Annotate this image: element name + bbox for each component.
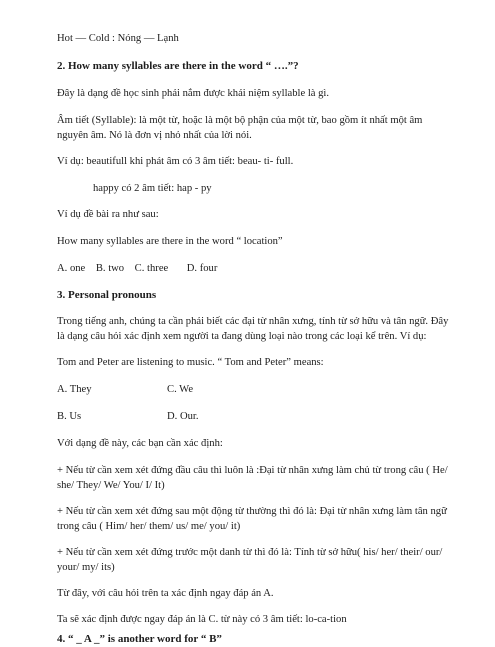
rule-3: + Nếu từ cần xem xét đứng trước một danh từ thì đó là: Tính từ sở hữu( his/ her/ their/ our/ — [57, 547, 443, 558]
answer-options: A. one B. two C. three D. four — [57, 263, 218, 274]
option-d: D. Our. — [167, 411, 199, 422]
rule-2: + Nếu từ cần xem xét đứng sau một động từ thường thì đó là: Đại từ nhân xưng làm tân ngữ — [57, 506, 447, 517]
rule-3-cont: your/ my/ its) — [57, 562, 115, 573]
section-heading-4: 4. “ _ A _” is another word for “ B” — [57, 633, 222, 645]
option-c: C. We — [167, 384, 194, 395]
option-a: A. They — [57, 384, 92, 395]
section-heading-3: 3. Personal pronouns — [57, 289, 157, 301]
paragraph: Từ đây, với câu hỏi trên ta xác định ngay đáp án A. — [57, 588, 274, 599]
paragraph: Ta sẽ xác định được ngay đáp án là C. từ này có 3 âm tiết: lo-ca-tion — [57, 614, 347, 625]
example-line: Hot — Cold : Nóng — Lạnh — [57, 33, 179, 44]
paragraph: Đây là dạng đề học sinh phải nắm được khái niệm syllable là gì. — [57, 88, 329, 99]
paragraph: là dạng câu hỏi xác định xem người ta đang dùng loại nào trong các loại kể trên. Ví dụ: — [57, 331, 427, 342]
rule-1: + Nếu từ cần xem xét đứng đầu câu thì luôn là :Đại từ nhân xưng làm chủ từ trong câu ( He/ — [57, 465, 448, 476]
rule-2-cont: trong câu ( Him/ her/ them/ us/ me/ you/ it) — [57, 521, 241, 532]
paragraph: Ví dụ: beautifull khi phát âm có 3 âm tiết: beau- ti- full. — [57, 156, 294, 167]
indented-example: happy có 2 âm tiết: hap - py — [93, 183, 212, 194]
paragraph: Ví dụ đề bài ra như sau: — [57, 209, 159, 220]
question: How many syllables are there in the word “ location” — [57, 236, 283, 247]
rule-1-cont: she/ They/ We/ You/ I/ It) — [57, 480, 165, 491]
paragraph: Với dạng đề này, các bạn cần xác định: — [57, 438, 223, 449]
option-b: B. Us — [57, 411, 82, 422]
paragraph: Trong tiếng anh, chúng ta cần phải biết các đại từ nhân xưng, tính từ sở hữu và tân ngữ. Đây — [57, 316, 449, 327]
paragraph: nguyên âm. Nó là đơn vị nhỏ nhất của lời nói. — [57, 130, 252, 141]
paragraph: Âm tiết (Syllable): là một từ, hoặc là một bộ phận của một từ, bao gồm ít nhất một âm — [57, 115, 423, 126]
question: Tom and Peter are listening to music. “ Tom and Peter” means: — [57, 357, 324, 368]
section-heading-2: 2. How many syllables are there in the word “ ….”? — [57, 60, 299, 72]
